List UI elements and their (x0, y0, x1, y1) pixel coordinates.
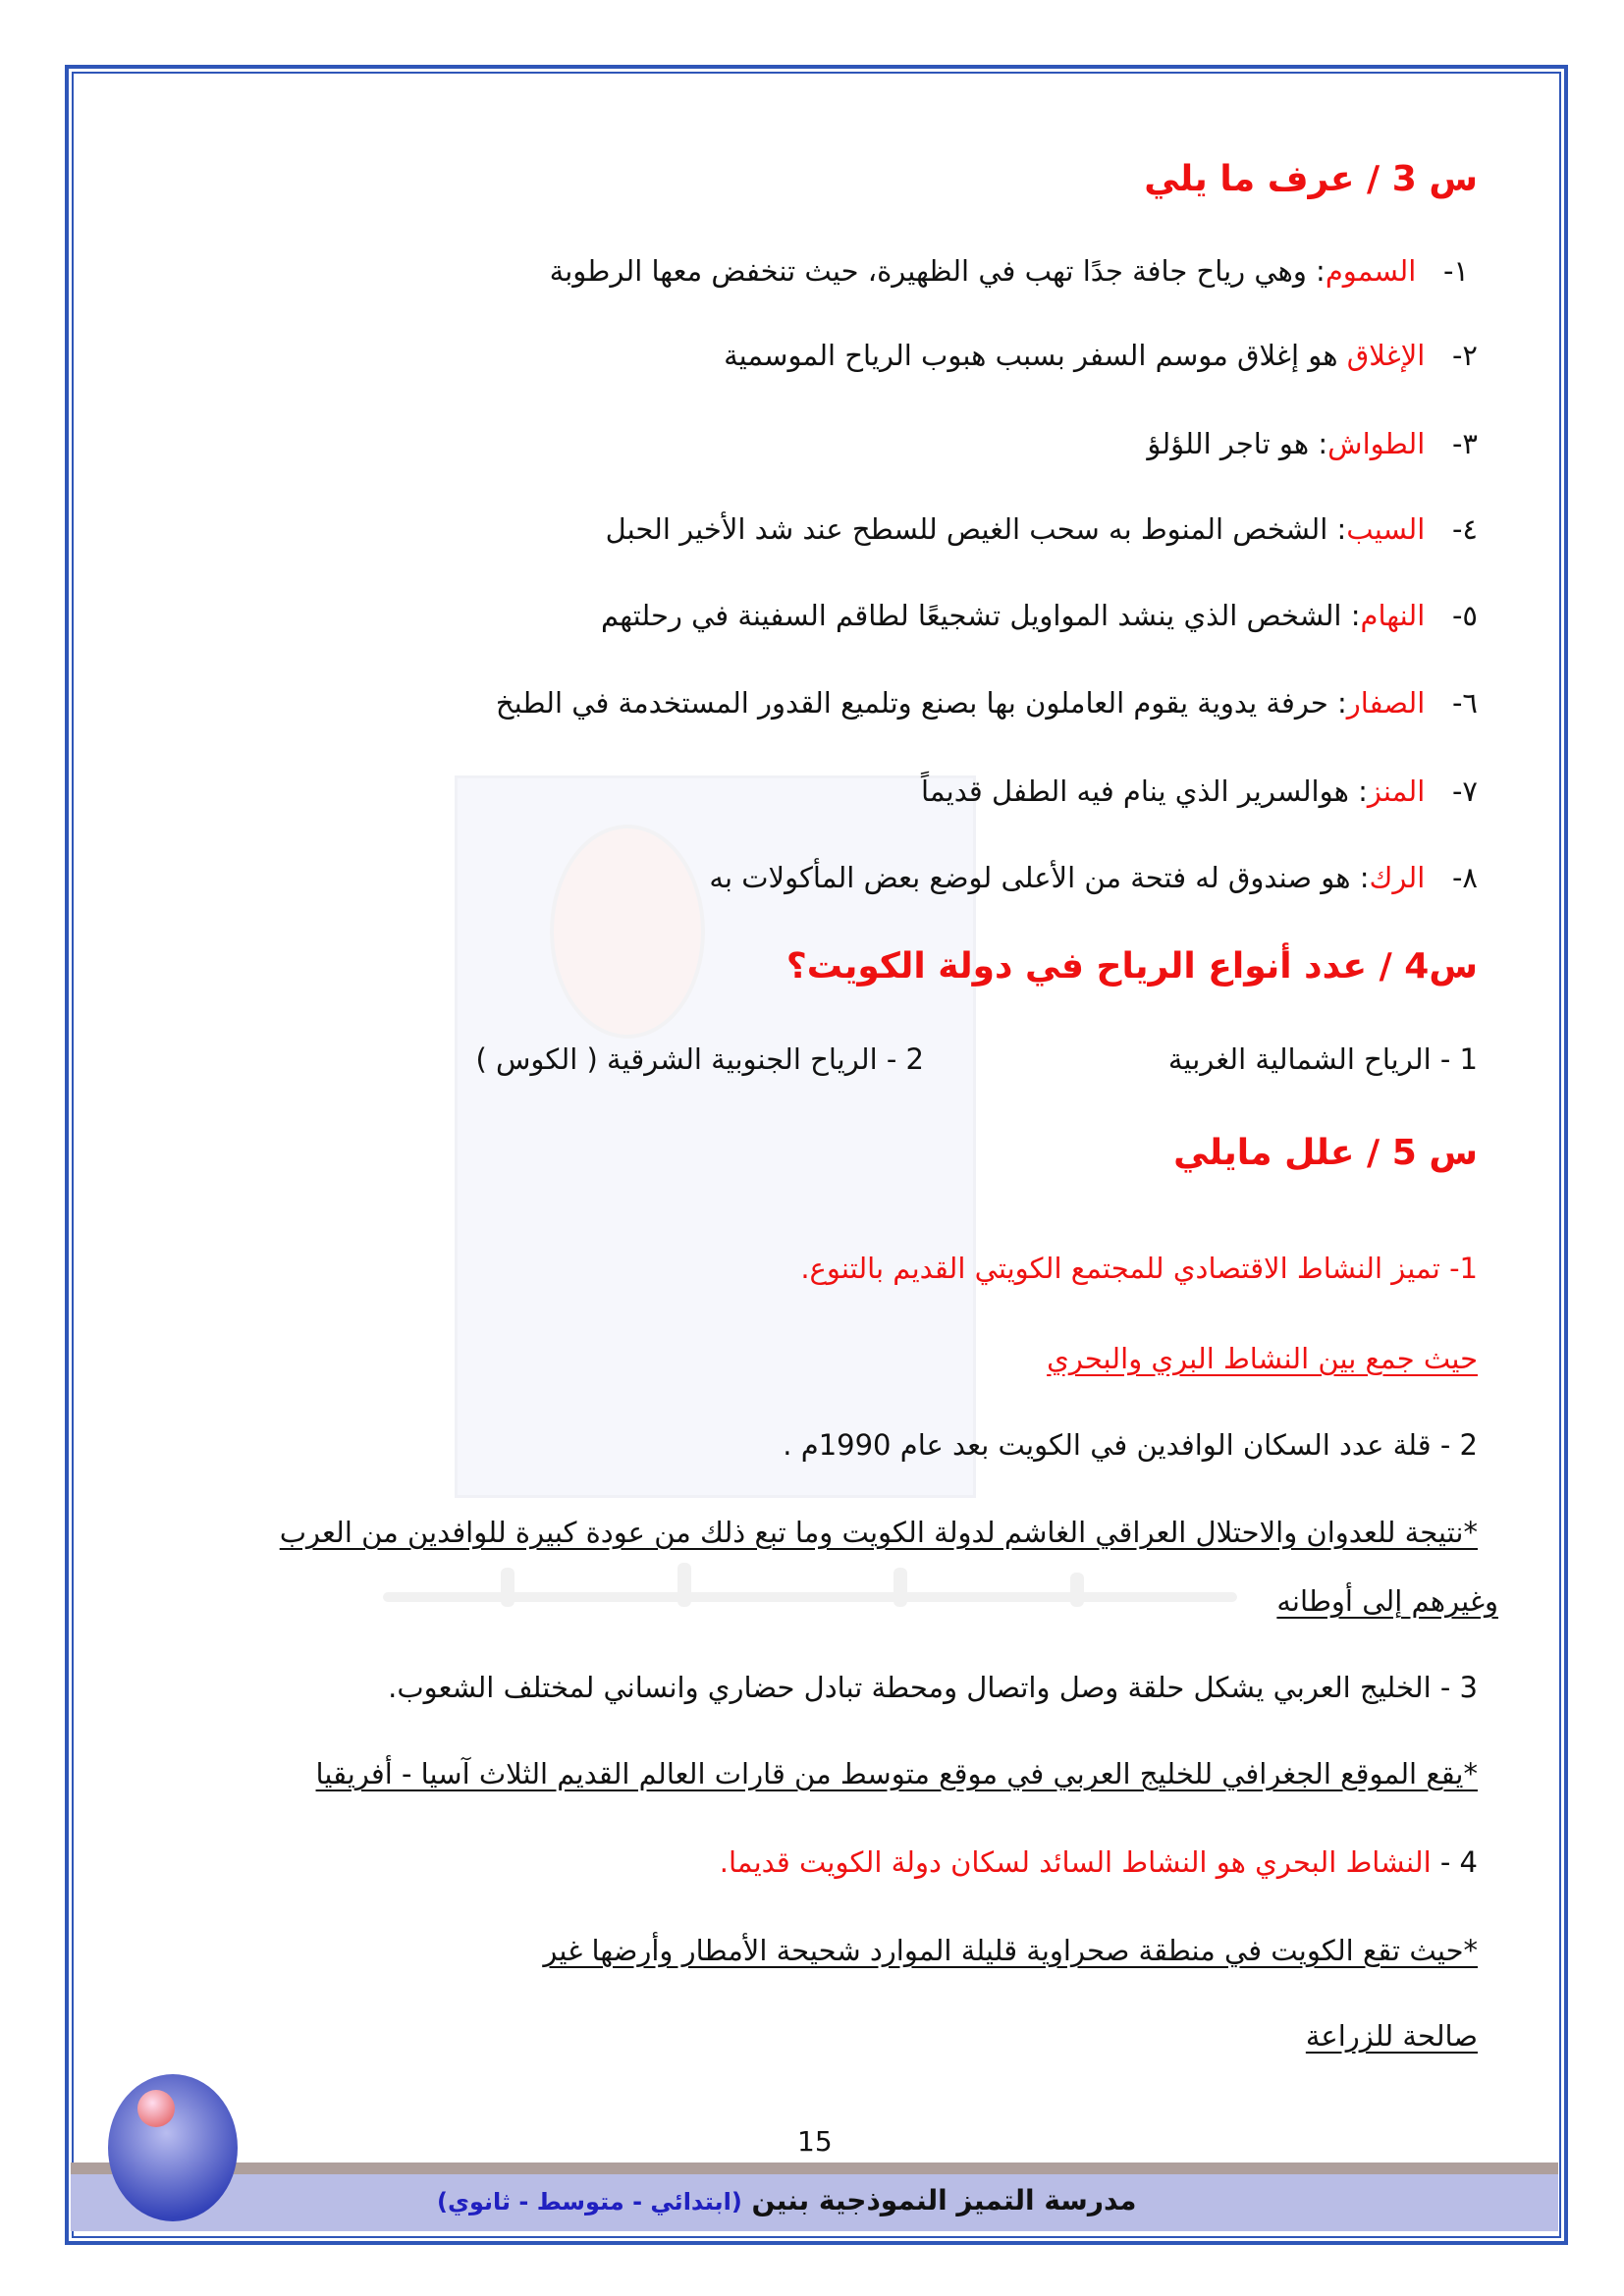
item-term: النهام (1360, 599, 1426, 632)
item-definition: : حرفة يدوية يقوم العاملون بها بصنع وتلميع القدور المستخدمة في الطبخ (495, 686, 1347, 720)
footer-school-name (437, 2184, 1136, 2216)
definition-item (709, 861, 1478, 894)
item-definition: : وهي رياح جافة جدًا تهب في الظهيرة، حيث تنخفض معها الرطوبة (549, 254, 1326, 288)
definition-item (1147, 427, 1478, 460)
watermark-lettering-graphic (383, 1563, 1237, 1641)
watermark-circle (550, 825, 705, 1039)
item-term: الطواش (1327, 427, 1426, 460)
q5-answer-4a: *حيث تقع الكويت في منطقة صحراوية قليلة الموارد شحيحة الأمطار وأرضها غير (543, 1934, 1478, 1967)
q5-item-4-text: النشاط البحري هو النشاط السائد لسكان دولة الكويت قديما. (719, 1845, 1432, 1879)
q5-answer-3: *يقع الموقع الجغرافي للخليج العربي في موقع متوسط من قارات العالم القديم الثلاث آسيا - أفريقيا (315, 1757, 1478, 1790)
item-number: ٨- (1451, 861, 1478, 894)
q4-answer-2: 2 - الرياح الجنوبية الشرقية ( الكوس ) (475, 1042, 924, 1076)
q4-answer-1: 1 - الرياح الشمالية الغربية (1167, 1042, 1478, 1076)
watermark-stroke (893, 1568, 907, 1607)
watermark-stroke (501, 1568, 514, 1607)
item-definition: : هو صندوق له فتحة من الأعلى لوضع بعض المأكولات به (709, 861, 1370, 894)
q5-answer-1: حيث جمع بين النشاط البري والبحري (1047, 1342, 1478, 1375)
item-number: ٧- (1451, 774, 1478, 808)
q5-answer-4b: صالحة للزراعة (1305, 2019, 1478, 2053)
definition-item (724, 339, 1478, 372)
logo-ball-icon (137, 2090, 175, 2127)
q5-item-4 (719, 1845, 1478, 1879)
item-number: ١- (1442, 254, 1469, 288)
definition-item (600, 599, 1478, 632)
q5-item-2: 2 - قلة عدد السكان الوافدين في الكويت بعد عام 1990م . (783, 1428, 1478, 1462)
footer-divider (71, 2163, 1558, 2174)
item-definition: : هو تاجر اللؤلؤ (1147, 427, 1328, 460)
definition-item (605, 512, 1478, 546)
item-number: ٢- (1451, 339, 1478, 372)
item-number: ٥- (1451, 599, 1478, 632)
q4-heading: س4 / عدد أنواع الرياح في دولة الكويت؟ (785, 946, 1478, 987)
definition-item (549, 254, 1469, 288)
item-definition: : الشخص الذي ينشد المواويل تشجيعًا لطاقم السفينة في رحلتهم (600, 599, 1361, 632)
item-number: ٤- (1451, 512, 1478, 546)
page-number: 15 (797, 2125, 833, 2158)
q5-item-1: 1- تميز النشاط الاقتصادي للمجتمع الكويتي القديم بالتنوع. (800, 1252, 1478, 1285)
item-term: المنز (1367, 774, 1426, 808)
footer-levels: (ابتدائي - متوسط - ثانوي) (437, 2188, 742, 2216)
item-term: السموم (1325, 254, 1417, 288)
watermark-stroke (677, 1563, 691, 1607)
q3-heading: س 3 / عرف ما يلي (1144, 159, 1478, 199)
item-term: الرك (1369, 861, 1426, 894)
item-number: ٣- (1451, 427, 1478, 460)
definition-item (495, 686, 1478, 720)
item-definition: هو إغلاق موسم السفر بسبب هبوب الرياح الموسمية (724, 339, 1347, 372)
school-logo (108, 2074, 238, 2221)
item-term: السيب (1346, 512, 1426, 546)
definition-item (921, 774, 1478, 808)
q5-heading: س 5 / علل مايلي (1173, 1133, 1478, 1173)
q5-answer-2b: وغيرهم إلى أوطانه (1276, 1584, 1498, 1618)
watermark-stroke (1070, 1573, 1084, 1607)
item-definition: : الشخص المنوط به سحب الغيص للسطح عند شد الأخير الحبل (605, 512, 1347, 546)
footer-school: مدرسة التميز النموذجية بنين (741, 2184, 1137, 2216)
q5-item-3: 3 - الخليج العربي يشكل حلقة وصل واتصال ومحطة تبادل حضاري وانساني لمختلف الشعوب. (388, 1671, 1478, 1704)
item-term: الإغلاق (1346, 339, 1426, 372)
item-number: ٦- (1451, 686, 1478, 720)
item-definition: : هوالسرير الذي ينام فيه الطفل قديماً (921, 774, 1368, 808)
q5-item-4-number: 4 - (1431, 1845, 1478, 1879)
q5-answer-2a: *نتيجة للعدوان والاحتلال العراقي الغاشم لدولة الكويت وما تبع ذلك من عودة كبيرة للوافدين من العرب (279, 1516, 1478, 1549)
item-term: الصفار (1346, 686, 1426, 720)
